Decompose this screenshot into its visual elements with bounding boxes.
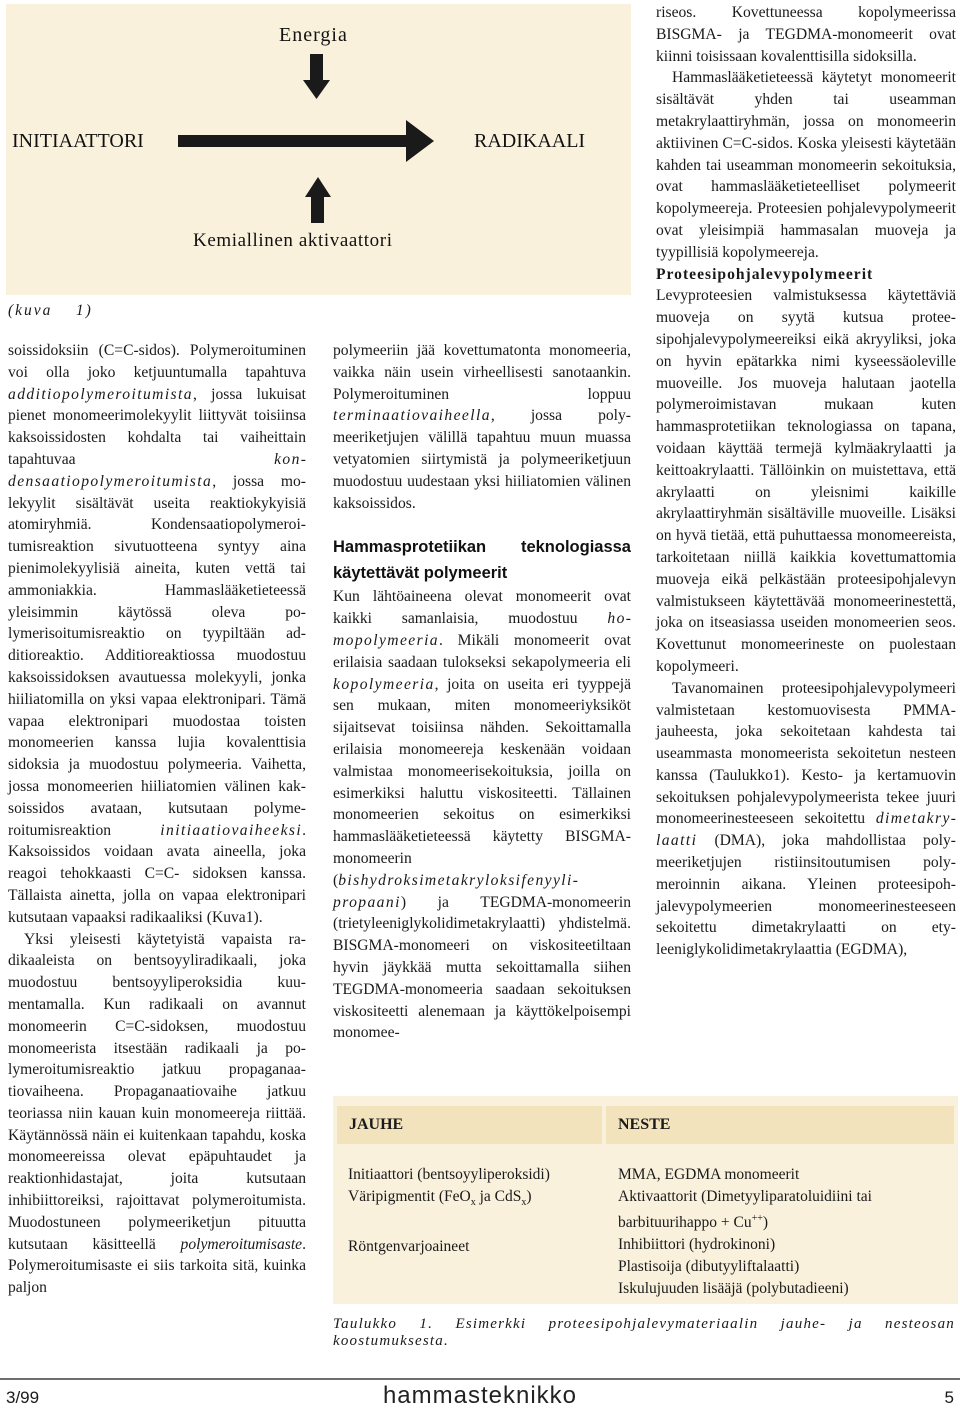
table-col-liquid [618, 1164, 953, 1300]
magazine-name: hammasteknikko [382, 1382, 578, 1409]
column-2 [333, 340, 631, 1044]
col1-paragraph-2: Yksi yleisesti käytetyistä vapaista radikaaleista on bentsoyyliradikaali, joka muodostuu bentsoyyliperoksidia kuumentamalla. Kun radikaali on avannut monomeerin C=C-sidoksen, muodostuu monomeerista itsestään radikaali ja polymeroitumisreaktio jatkuu propaganaatiovaiheena. Propaganaatiovaihe jatkuu teoriassa niin kauan kuin monomeereja riittää. Käytännössä näin ei kuitenkaan tapahdu, koska monomeereissa olevat epäpuhtaudet ja reaktionhidastajat, joita kutsutaan inhibiittoreiksi, rajoittavat polymeroitumista. Muodostuneen polymeeriketjun pituutta kutsutaan käsitteellä polymeroitumisaste. Polymeroitumisaste ei siis tarkoita sitä, kuinka paljon [8, 930, 306, 1297]
arrow-down-icon [303, 54, 330, 99]
page-number: 5 [944, 1388, 954, 1407]
footer-divider [0, 1378, 960, 1380]
figure-caption: (kuva 1) [8, 302, 93, 319]
figure-radical-label: RADIKAALI [474, 130, 586, 152]
col3-paragraph-3: Levyproteesien valmistuksessa käytettäviä muoveja on syytä kutsua proteesipohjalevypolymeereiksi eikä akryyliksi, joka on hyvin epätarkka nimi kyseessäoleville muoveille. Jos muoveja halutaan jaotella polymeroimistavan mukaan kuten hammasprotetiikan teknologiassa on tapana, voidaan käyttää termejä kylmäakrylaatti ja keittoakrylaatti. Tällöinkin on muistettava, että akrylaatti on yleisnimi kaikille akrylaattiryhmän sisältäville muoveille. Lisäksi on hyvä tietää, että puhuttaessa monomeereista, tarkoitetaan niillä kaikkia kovettumattomia muoveja eikä pelkästään proteesipohjalevyn valmistukseen käytettävää monomeerinestettä, joka on itseasiassa useiden monomeerien seos. Kovettunut monomeerineste on puolestaan kopolymeeri. [656, 287, 956, 675]
arrow-up-icon [305, 177, 331, 223]
figure-energy-diagram [6, 4, 631, 295]
table-cell: Plastisoija (dibutyyliftalaatti) [618, 1258, 800, 1276]
page-footer [0, 1378, 960, 1410]
column-1 [8, 340, 306, 1299]
col3-paragraph-2: Hammaslääketieteessä käytetyt monomeerit sisältävät yhden tai useamman metakrylaattiryhmän, jossa on monomeerin aktiivinen C=C-sidos. Koska yleisesti käytetään kahden tai useamman monomeerin sekoituksia, ovat hammaslääketieteelliset polymeerit kopolymeereja. Proteesien pohjalevypolymeerit ovat yleisimpiä hammasalan muoveja ja tyypillisiä kopolymeereja. [656, 69, 956, 261]
issue-number: 3/99 [6, 1388, 40, 1407]
table-header-liquid: NESTE [606, 1106, 954, 1144]
column-3 [656, 2, 956, 961]
table-cell: Inhibiittori (hydrokinoni) [618, 1236, 776, 1254]
table-caption: Taulukko 1. Esimerkki proteesipohjalevymateriaalin jauhe- ja nesteosan koostumuksesta. [333, 1316, 955, 1349]
col2-section-heading: Hammasprotetiikan teknologiassa käytettävät polymeerit [333, 538, 631, 583]
figure-energy-label: Energia [279, 24, 348, 46]
table-cell: MMA, EGDMA monomeerit [618, 1166, 800, 1183]
table-col-powder [348, 1164, 603, 1258]
col3-section-heading: Proteesipohjalevypolymeerit [656, 265, 874, 283]
table-cell: Röntgenvarjoaineet [348, 1238, 470, 1256]
figure-arrows [6, 4, 631, 295]
table-cell: Initiaattori (bentsoyyliperoksidi) [348, 1166, 550, 1183]
table-cell: Aktivaattorit (Dimetyyliparatoluidiini tai [618, 1188, 872, 1205]
arrow-right-icon [178, 120, 434, 162]
figure-initiator-label: INITIAATTORI [12, 130, 144, 152]
figure-activator-label: Kemiallinen aktivaattori [193, 230, 393, 251]
table-cell: Iskulujuuden lisääjä (polybutadieeni) [618, 1280, 849, 1298]
col3-paragraph-1: riseos. Kovettuneessa kopolymeerissa BISGMA- ja TEGDMA-monomeerit ovat kiinni toisissaan kovalenttisilla sidoksilla. [656, 4, 956, 65]
table-cell: Väripigmentit (FeO$_x$ ja CdS$_x$) [348, 1188, 532, 1209]
col3-paragraph-4: Tavanomainen proteesipohjalevypolymeeri valmistetaan kestomuovisesta PMMA- jauheesta, joka sekoitetaan kahdesta tai useammasta monomeerista sekoitetun nesteen kanssa (Taulukko1). Kesto- ja kertamuovin sekoituksen pohjalevypolymeerista tekee juuri monomeerinesteeseen sekoitettu dimetakrylaatti (DMA), joka mahdollistaa polymeeriketjujen ristiinsitoutumisen polymeroinnin aikana. Yleinen proteesipohjalevypolymeerien monomeerinesteeseen sekoitettu dimetakrylaatti on etyleeniglykolidimetakrylaattia (EGDMA), [656, 679, 956, 959]
col2-paragraph-2: Kun lähtöaineena olevat monomeerit ovat kaikki samanlaisia, muodostuu homopolymeeria. Mikäli monomeerit ovat erilaisia saadaan tulokseksi sekapolymeeria eli kopolymeeria, joita on useita eri tyyppejä sen mukaan, miten monomeeriyksiköt sijaitsevat toisiinsa nähden. Sekoittamalla erilaisia monomeereja keskenään voidaan valmistaa monomeerisekoituksia, joilla on esimerkiksi haluttu viskositeetti. Tällainen monomeerien sekoitus on esimerkiksi hammaslääketieteessä käytetty BISGMA-monomeerin (bishydroksimetakryloksifenyylipropaani) ja TEGDMA-monomeerin (trietyleeniglykolidimetakrylaatti) yhdistelmä. BISGMA-monomeeri on viskositeetiltaan hyvin jäykkää mutta sekoittamalla siihen TEGDMA-monomeeria saadaan sekoituksen viskositeetti alenemaan ja käyttökelpoisempi monomee- [333, 588, 631, 1042]
col2-paragraph-1: polymeeriin jää kovettumatonta monomeeria, vaikka näin usein virheellisesti sanotaankin. Polymeroituminen loppuu terminaatiovaiheella, jossa polymeeriketjujen välillä tapahtuu muun muassa vetyatomien siirtymistä ja polymeeriketjuun muodostuu uudestaan yksi hiiliatomien välinen kaksoissidos. [333, 342, 631, 512]
table-cell: barbituurihappo + Cu++) [618, 1213, 769, 1232]
table-header-powder: JAUHE [337, 1106, 602, 1144]
composition-table [333, 1096, 958, 1304]
col1-paragraph-1: soissidoksiin (C=C-sidos). Polymeroituminen voi olla joko ketjuuntumalla tapahtuva additiopolymeroitumista, jossa lukuisat pienet monomeerimolekyylit liittyvät toisiinsa kaksoissidosten kohdalta tai vaiheittain tapahtuvaa kondensaatiopolymeroitumista, jossa molekyylit sisältävät useita reaktiokykyisiä atomiryhmiä. Kondensaatiopolymeroitumisreaktion sivutuotteena syntyy aina pienimolekyylisiä aineita, kuten vettä tai ammoniakkia. Hammaslääketieteessä yleisimmin käytössä oleva polymerisoitumisreaktio on tyypiltään additioreaktio. Additioreaktiossa muodostuu kaksoissidoksen avautuessa molekyyli, jonka hiiliatomilla on yksi vapaa elektronipari. Tämä vapaa elektronipari muodostaa toisten monomeerien kanssa lujia kovalenttisia sidoksia ja muodostuu polymeeria. Vaihetta, jossa monomeerien hiiliatomien välinen kaksoissidos avataan, kutsutaan polymeroitumisreaktion initiaatiovaiheeksi. Kaksoissidos voidaan avata aineella, joka reagoi tehokkaasti C=C- sidoksen kanssa. Tällaista ainetta, jolla on vapaa elektronipari kutsutaan vapaaksi radikaaliksi (Kuva1). [8, 342, 306, 926]
